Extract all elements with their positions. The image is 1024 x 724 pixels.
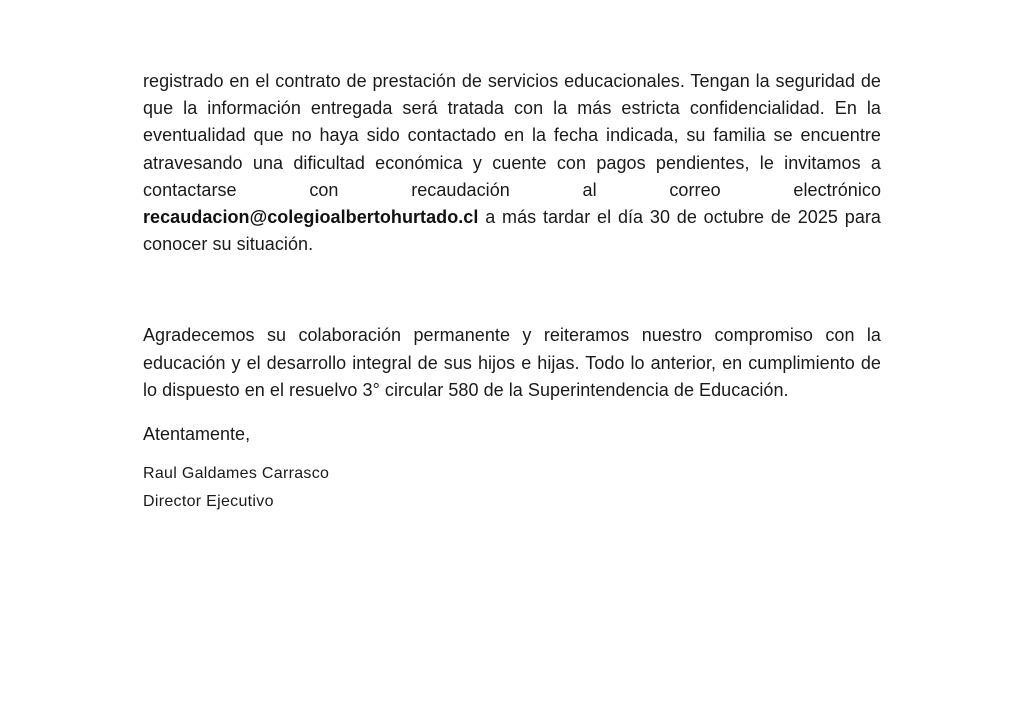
paragraph-1-text-start: registrado en el contrato de prestación de servicios educacionales. Tengan la seguridad de que la información entregada será tratada con la más estricta confidencialidad. En la eventualidad que no haya sido contactado en la fecha indicada, su familia se encuentre atravesando una dificultad económica y cuente con pagos pendientes, le invitamos a contactarse con recaudación al correo electrónico	[143, 71, 881, 200]
letter-body	[143, 68, 881, 516]
signature-title: Director Ejecutivo	[143, 493, 274, 511]
paragraph-acknowledgement: Agradecemos su colaboración permanente y reiteramos nuestro compromiso con la educación y el desarrollo integral de sus hijos e hijas. Todo lo anterior, en cumplimiento de lo dispuesto en el resuelvo 3° circular 580 de la Superintendencia de Educación.	[143, 325, 881, 400]
paragraph-contract-info	[143, 68, 881, 258]
paragraph-1-text-end: a más tardar el día 30 de octubre de 2025 para conocer su situación.	[143, 207, 881, 255]
closing-salutation: Atentamente,	[143, 424, 251, 445]
signature-name: Raul Galdames Carrasco	[143, 465, 330, 483]
contact-email[interactable]: recaudacion@colegioalbertohurtado.cl	[143, 207, 479, 228]
